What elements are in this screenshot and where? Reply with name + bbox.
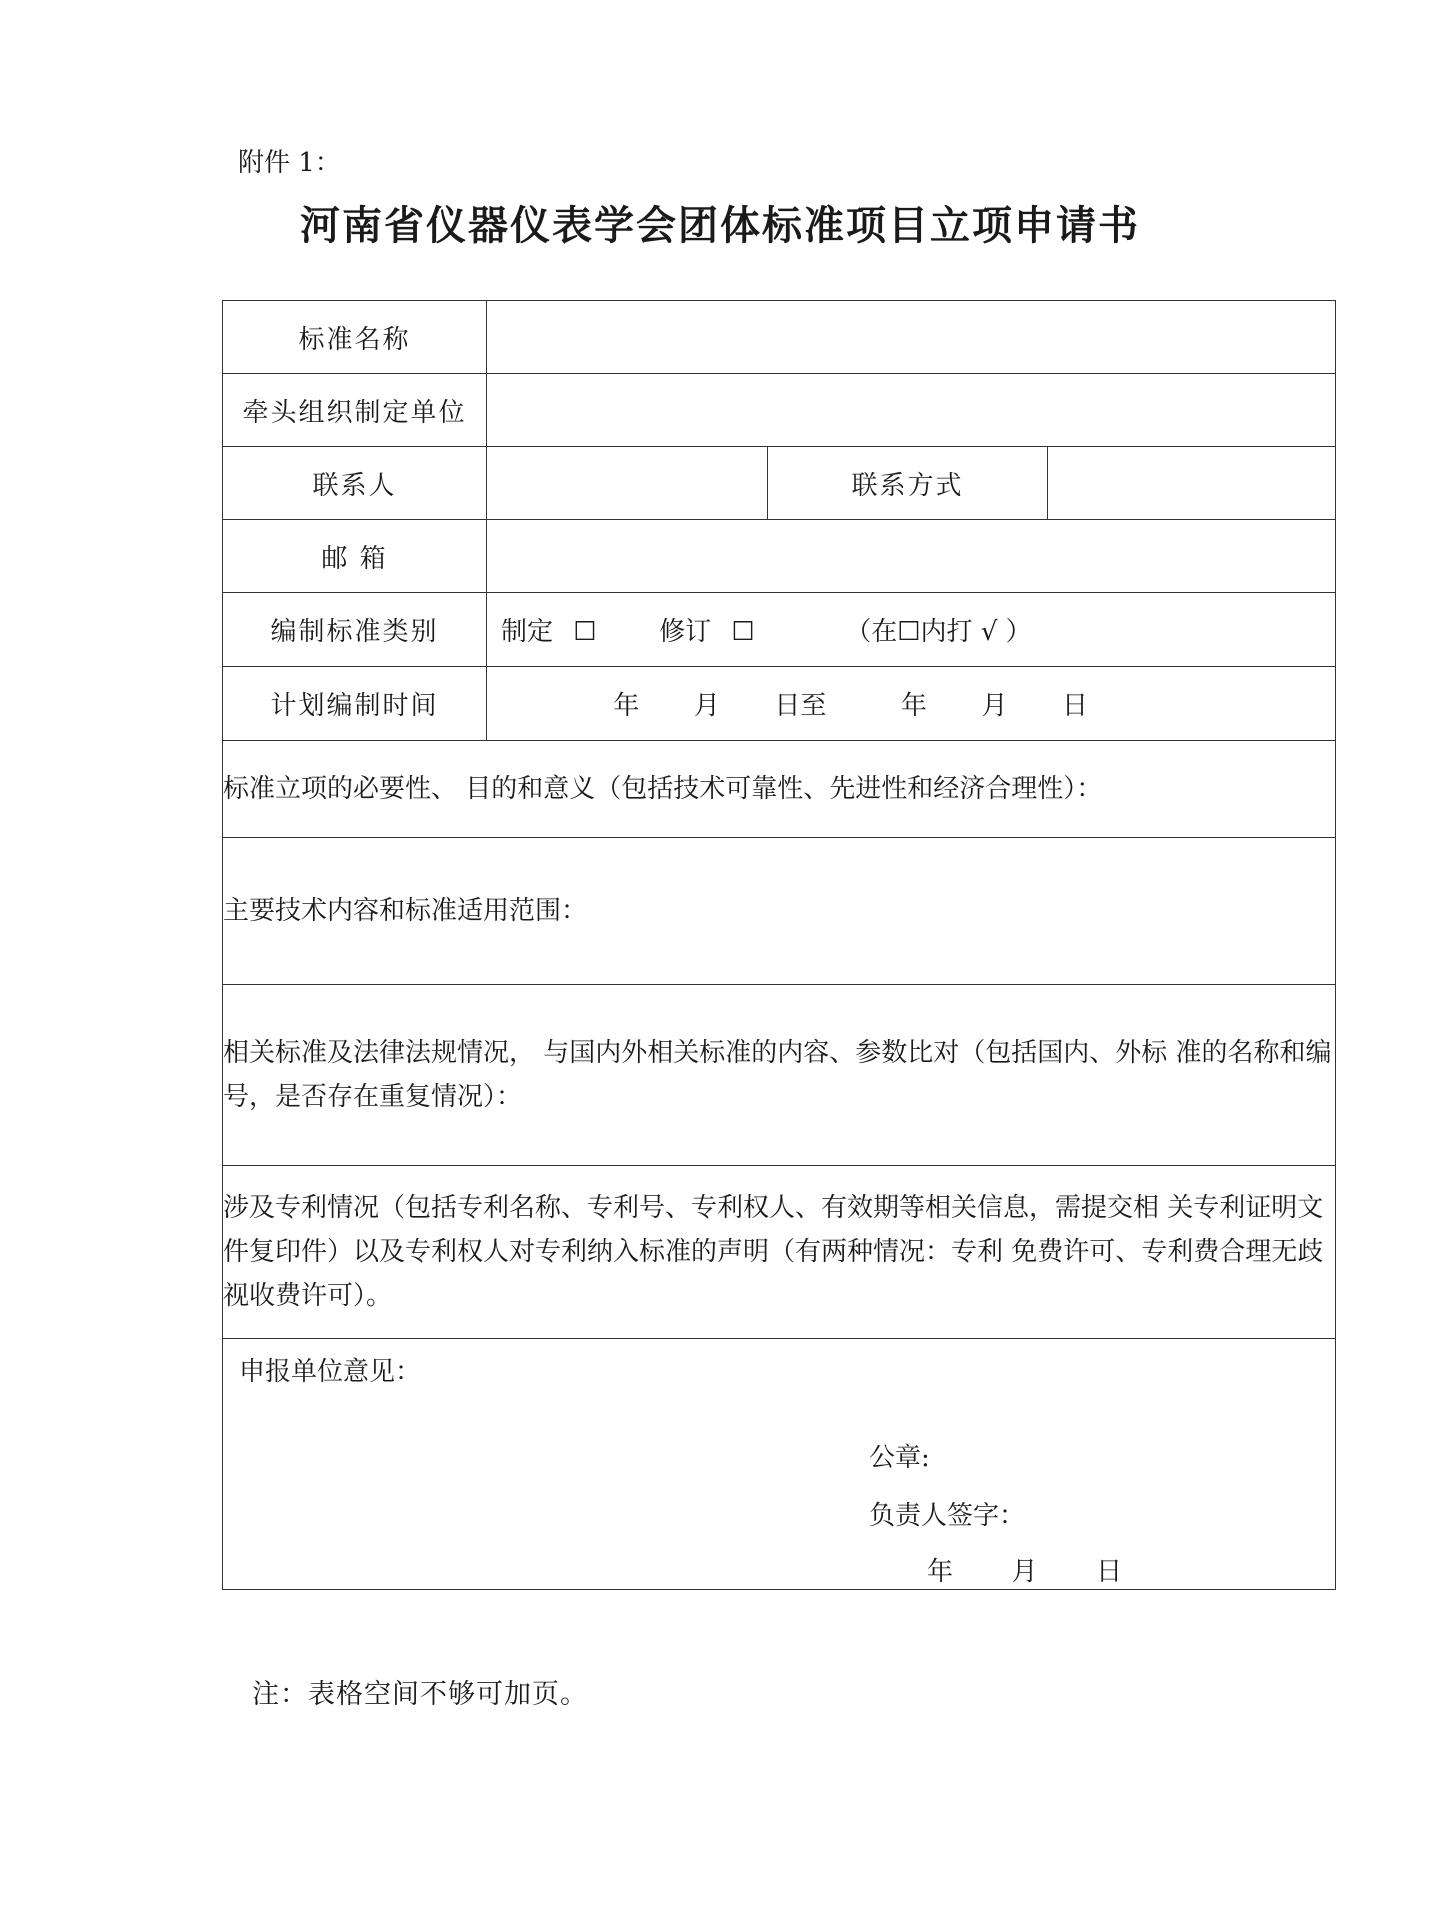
opinion-year: 年 bbox=[927, 1557, 954, 1587]
category-create-label: 制定 bbox=[501, 617, 554, 647]
opinion-month: 月 bbox=[1011, 1557, 1038, 1587]
plan-end-year: 年 bbox=[900, 691, 927, 721]
plan-end-day: 日 bbox=[1062, 691, 1089, 721]
contact-person-field[interactable] bbox=[487, 447, 768, 520]
lead-unit-label: 牵头组织制定单位 bbox=[223, 374, 487, 447]
plan-start-month: 月 bbox=[693, 691, 720, 721]
email-label: 邮 箱 bbox=[223, 520, 487, 593]
plan-time-field[interactable] bbox=[487, 667, 1336, 741]
opinion-day: 日 bbox=[1096, 1557, 1123, 1587]
plan-start-day-to: 日至 bbox=[774, 691, 827, 721]
application-form-table bbox=[222, 300, 1336, 1590]
standard-name-field[interactable] bbox=[487, 301, 1336, 374]
category-create-checkbox[interactable]: ☐ bbox=[573, 617, 597, 647]
necessity-text: 标准立项的必要性、 目的和意义（包括技术可靠性、先进性和经济合理性）： bbox=[223, 774, 1103, 804]
contact-method-field[interactable] bbox=[1048, 447, 1336, 520]
attachment-label: 附件 1： bbox=[238, 148, 341, 178]
category-hint: （在☐内打 √ ） bbox=[845, 617, 1032, 647]
plan-start-year: 年 bbox=[613, 691, 640, 721]
plan-end-month: 月 bbox=[981, 691, 1008, 721]
opinion-title: 申报单位意见： bbox=[239, 1357, 422, 1387]
tech-content-section[interactable] bbox=[223, 838, 1336, 985]
category-options bbox=[487, 593, 1336, 667]
email-field[interactable] bbox=[487, 520, 1336, 593]
seal-label: 公章: bbox=[869, 1443, 930, 1473]
page-title: 河南省仪器仪表学会团体标准项目立项申请书 bbox=[300, 203, 1140, 249]
contact-method-label: 联系方式 bbox=[768, 447, 1048, 520]
opinion-section[interactable] bbox=[223, 1339, 1336, 1590]
tech-content-text: 主要技术内容和标准适用范围： bbox=[223, 896, 588, 926]
patent-section[interactable] bbox=[223, 1166, 1336, 1339]
footnote: 注：表格空间不够可加页。 bbox=[252, 1679, 588, 1710]
lead-unit-field[interactable] bbox=[487, 374, 1336, 447]
category-revise-checkbox[interactable]: ☐ bbox=[731, 617, 755, 647]
patent-text: 涉及专利情况（包括专利名称、专利号、专利权人、有效期等相关信息，需提交相 关专利证明文件复印件）以及专利权人对专利纳入标准的声明（有两种情况：专利 免费许可、专利费合理无歧视收费许可）。 bbox=[223, 1193, 1324, 1311]
signature-label: 负责人签字： bbox=[869, 1501, 1026, 1531]
category-revise-label: 修订 bbox=[659, 617, 712, 647]
opinion-date bbox=[927, 1551, 1122, 1588]
necessity-section[interactable] bbox=[223, 741, 1336, 838]
standard-name-label: 标准名称 bbox=[223, 301, 487, 374]
related-standards-text: 相关标准及法律法规情况， 与国内外相关标准的内容、参数比对（包括国内、外标 准的名称和编号，是否存在重复情况）： bbox=[223, 1038, 1332, 1112]
related-standards-section[interactable] bbox=[223, 985, 1336, 1166]
category-label: 编制标准类别 bbox=[223, 593, 487, 667]
plan-time-label: 计划编制时间 bbox=[223, 667, 487, 741]
contact-person-label: 联系人 bbox=[223, 447, 487, 520]
